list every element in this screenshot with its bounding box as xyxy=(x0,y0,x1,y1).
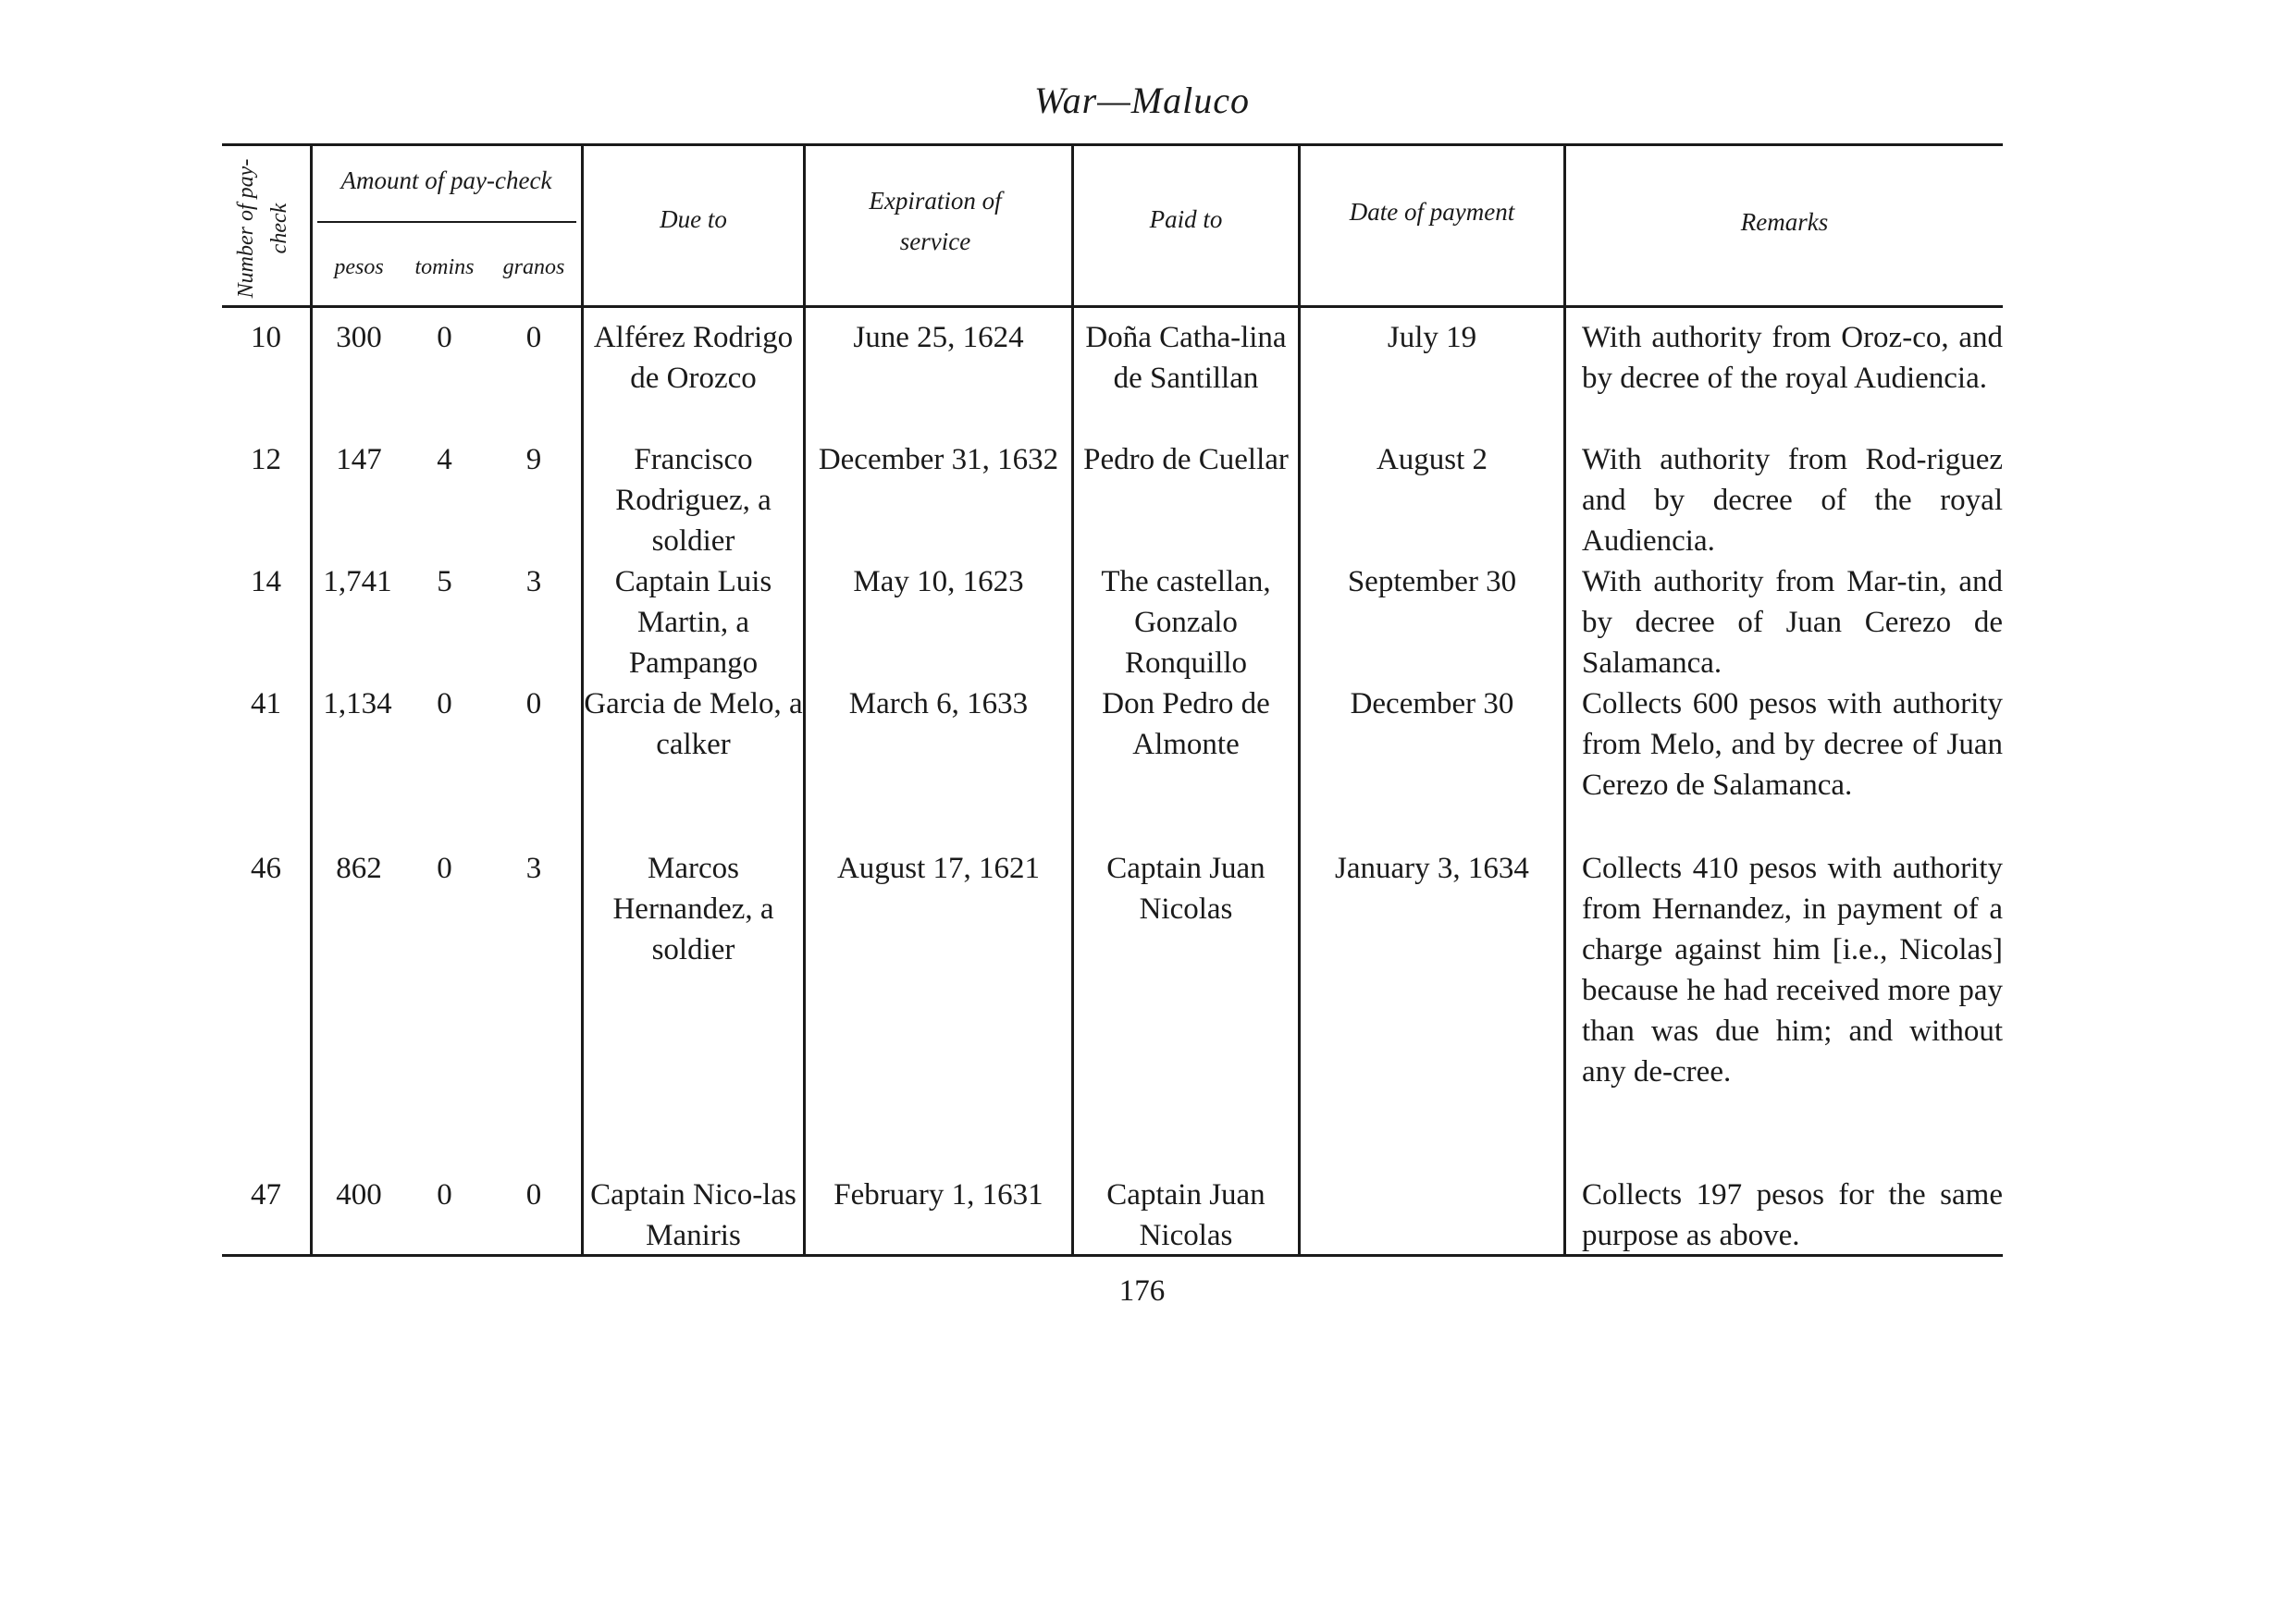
row-pesos: 862 xyxy=(336,852,382,885)
row-expiration: August 17, 1621 xyxy=(836,852,1041,885)
row-granos: 9 xyxy=(525,443,542,476)
row-tomins: 0 xyxy=(437,687,452,720)
header-expiration: Expiration of service xyxy=(869,187,1002,255)
row-pesos: 400 xyxy=(336,1178,382,1212)
row-due-to: Captain Luis Martin, a Pampango xyxy=(614,565,772,680)
row-due-to: Captain Nico-las Maniris xyxy=(590,1178,796,1252)
column-divider xyxy=(1563,143,1566,1254)
row-granos: 0 xyxy=(525,687,542,720)
row-pesos: 1,134 xyxy=(323,687,392,720)
row-granos: 3 xyxy=(525,565,542,598)
header-bottom-rule xyxy=(222,305,2003,308)
row-due-to: Garcia de Melo, a calker xyxy=(584,687,803,761)
column-divider xyxy=(310,143,313,1254)
row-expiration: March 6, 1633 xyxy=(848,687,1029,720)
header-due-to: Due to xyxy=(660,205,727,233)
header-amount: Amount of pay-check xyxy=(340,166,552,194)
row-granos: 3 xyxy=(525,852,542,885)
row-expiration: June 25, 1624 xyxy=(853,321,1024,354)
row-pesos: 300 xyxy=(336,321,382,354)
row-remarks: With authority from Rod-riguez and by decree of the royal Audiencia. xyxy=(1582,443,2003,558)
row-tomins: 0 xyxy=(437,321,452,354)
row-date: July 19 xyxy=(1387,321,1477,354)
row-tomins: 0 xyxy=(437,852,452,885)
header-date: Date of payment xyxy=(1349,198,1515,226)
header-granos: granos xyxy=(502,255,565,279)
row-paid-to: Captain Juan Nicolas xyxy=(1106,852,1265,926)
top-rule xyxy=(222,143,2003,146)
page-title: War—Maluco xyxy=(1034,80,1250,121)
row-tomins: 0 xyxy=(437,1178,452,1212)
row-number: 12 xyxy=(251,443,281,476)
row-expiration: May 10, 1623 xyxy=(853,565,1024,598)
row-number: 10 xyxy=(251,321,281,354)
row-pesos: 147 xyxy=(336,443,382,476)
row-paid-to: Don Pedro de Almonte xyxy=(1102,687,1270,761)
row-number: 46 xyxy=(251,852,281,885)
row-paid-to: Captain Juan Nicolas xyxy=(1106,1178,1265,1252)
header-remarks: Remarks xyxy=(1740,208,1829,236)
amount-subheader-rule xyxy=(317,221,576,223)
row-number: 41 xyxy=(251,687,281,720)
header-paid-to: Paid to xyxy=(1149,205,1223,233)
row-number: 47 xyxy=(251,1178,281,1212)
row-date: August 2 xyxy=(1376,443,1488,476)
pay-check-table xyxy=(222,143,2003,1253)
row-paid-to: Doña Catha-lina de Santillan xyxy=(1085,321,1287,395)
row-remarks: Collects 410 pesos with authority from Hernandez, in payment of a charge against him [i.e., Nicolas] because he had received more pay than was due him; and without any de-cree. xyxy=(1582,852,2003,1089)
row-expiration: February 1, 1631 xyxy=(833,1178,1043,1212)
row-number: 14 xyxy=(251,565,281,598)
row-paid-to: The castellan, Gonzalo Ronquillo xyxy=(1101,565,1271,680)
header-pesos: pesos xyxy=(334,255,384,279)
row-date: September 30 xyxy=(1347,565,1517,598)
row-due-to: Francisco Rodriguez, a soldier xyxy=(615,443,772,558)
row-tomins: 4 xyxy=(437,443,452,476)
row-remarks: With authority from Oroz-co, and by decree of the royal Audiencia. xyxy=(1582,321,2003,395)
row-paid-to: Pedro de Cuellar xyxy=(1083,443,1289,476)
row-date: January 3, 1634 xyxy=(1335,852,1529,885)
row-granos: 0 xyxy=(525,321,542,354)
row-pesos: 1,741 xyxy=(323,565,392,598)
header-number: Number of pay-check xyxy=(234,158,291,299)
row-due-to: Marcos Hernandez, a soldier xyxy=(612,852,774,966)
row-tomins: 5 xyxy=(437,565,452,598)
page-number: 176 xyxy=(1118,1274,1166,1308)
row-remarks: With authority from Mar-tin, and by decree of Juan Cerezo de Salamanca. xyxy=(1582,565,2003,680)
row-due-to: Alférez Rodrigo de Orozco xyxy=(593,321,794,395)
row-granos: 0 xyxy=(525,1178,542,1212)
row-date: December 30 xyxy=(1350,687,1514,720)
row-expiration: December 31, 1632 xyxy=(818,443,1059,476)
row-remarks: Collects 600 pesos with authority from Melo, and by decree of Juan Cerezo de Salamanca. xyxy=(1582,687,2003,802)
row-remarks: Collects 197 pesos for the same purpose as above. xyxy=(1582,1178,2003,1252)
header-tomins: tomins xyxy=(414,255,475,279)
